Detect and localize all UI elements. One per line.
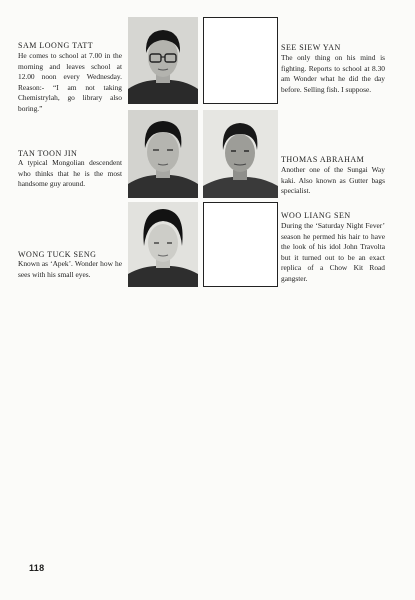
student-name: SEE SIEW YAN — [281, 43, 341, 52]
student-blurb: A typical Mongolian descendent who thinks that he is the most handsome guy around. — [18, 158, 122, 189]
student-blurb: Known as ‘Apek’. Wonder how he sees with his small eyes. — [18, 259, 122, 279]
student-photo — [128, 17, 198, 104]
student-blurb: The only thing on his mind is fighting. Reports to school at 8.30 am Wonder what he did the day before. Selling fish. I suppose. — [281, 53, 385, 94]
student-name: SAM LOONG TATT — [18, 41, 94, 50]
photo-placeholder-frame — [203, 17, 278, 104]
student-photo — [128, 202, 198, 287]
photo-placeholder-frame — [203, 202, 278, 287]
page-number: 118 — [29, 563, 45, 573]
student-photo — [128, 110, 198, 198]
student-blurb: Another one of the Sungai Way kaki. Also known as Gutter bags specialist. — [281, 165, 385, 196]
student-blurb: During the ‘Saturday Night Fever’ season he permed his hair to have the look of his idol John Travolta but it turned out to be an exact replica of a Chow Kit Road gangster. — [281, 221, 385, 283]
student-name: THOMAS ABRAHAM — [281, 155, 365, 164]
student-blurb: He comes to school at 7.00 in the morning and leaves school at 12.00 noon every Wednesday. Reason:- “I am not taking Chemistrylah, go library also boring.” — [18, 51, 122, 113]
student-name: WONG TUCK SENG — [18, 250, 97, 259]
student-photo — [203, 110, 278, 198]
student-name: WOO LIANG SEN — [281, 211, 351, 220]
student-name: TAN TOON JIN — [18, 149, 78, 158]
